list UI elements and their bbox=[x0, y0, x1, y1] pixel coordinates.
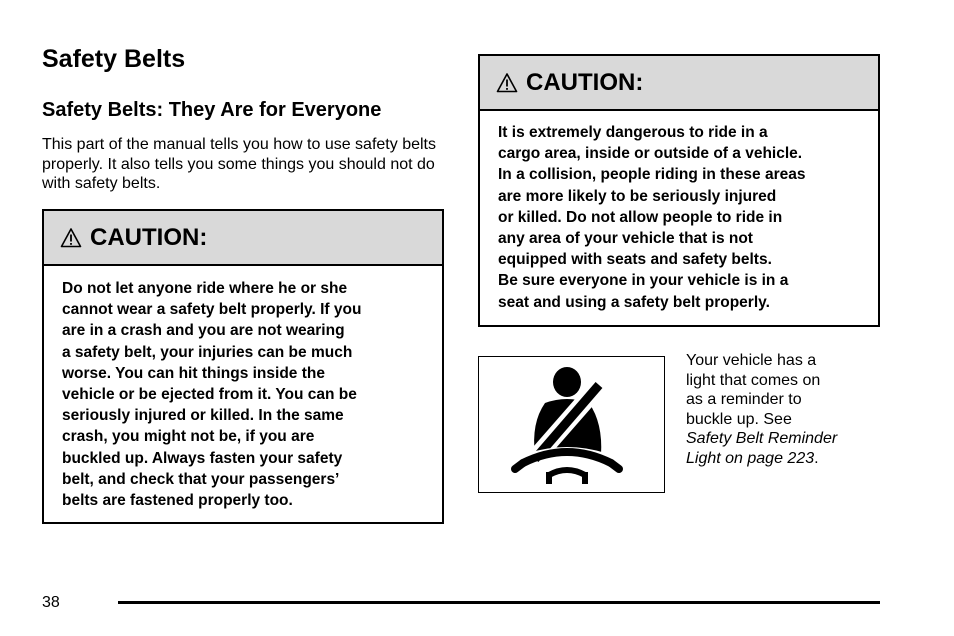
caution-box-right bbox=[478, 54, 880, 327]
cross-reference-link[interactable]: Light on page 223 bbox=[686, 449, 815, 467]
caution-line: belts are fastened properly too. bbox=[62, 492, 293, 510]
reminder-line: as a reminder to bbox=[686, 391, 802, 408]
caution-label: CAUTION: bbox=[526, 68, 644, 96]
caution-line: are more likely to be seriously injured bbox=[498, 187, 777, 205]
caution-line: seriously injured or killed. In the same bbox=[62, 407, 344, 425]
caution-text-left bbox=[44, 266, 442, 511]
caution-header bbox=[480, 56, 878, 111]
reminder-period: . bbox=[814, 449, 819, 467]
section-title: Safety Belts bbox=[42, 45, 186, 73]
caution-line: It is extremely dangerous to ride in a bbox=[498, 124, 768, 141]
caution-line: worse. You can hit things inside the bbox=[62, 364, 325, 382]
caution-line: belt, and check that your passengers’ bbox=[62, 470, 340, 488]
reminder-line: buckle up. See bbox=[686, 410, 792, 428]
seat-belt-reminder-icon bbox=[479, 357, 664, 492]
caution-header bbox=[44, 211, 442, 266]
cross-reference-link[interactable]: Safety Belt Reminder bbox=[686, 430, 838, 447]
caution-label: CAUTION: bbox=[90, 223, 208, 251]
warning-triangle-icon bbox=[60, 227, 82, 249]
reminder-text bbox=[686, 351, 876, 468]
caution-line: In a collision, people riding in these areas bbox=[498, 166, 806, 184]
caution-line: Be sure everyone in your vehicle is in a bbox=[498, 272, 789, 290]
intro-paragraph: This part of the manual tells you how to use safety belts properly. It also tells you some things you should not do with safety belts. bbox=[42, 136, 436, 192]
caution-line: buckled up. Always fasten your safety bbox=[62, 449, 343, 467]
caution-line: any area of your vehicle that is not bbox=[498, 230, 753, 248]
caution-line: crash, you might not be, if you are bbox=[62, 428, 315, 446]
warning-triangle-icon bbox=[496, 72, 518, 94]
footer-rule bbox=[118, 601, 880, 604]
caution-line: vehicle or be ejected from it. You can be bbox=[62, 386, 357, 404]
caution-line: cargo area, inside or outside of a vehicle. bbox=[498, 145, 803, 163]
caution-line: cannot wear a safety belt properly. If you bbox=[62, 301, 362, 319]
reminder-line: Your vehicle has a bbox=[686, 352, 817, 369]
seat-belt-reminder-figure bbox=[478, 356, 665, 493]
caution-line: a safety belt, your injuries can be much bbox=[62, 343, 353, 361]
caution-box-left bbox=[42, 209, 444, 524]
caution-line: Do not let anyone ride where he or she bbox=[62, 280, 348, 297]
subsection-title: Safety Belts: They Are for Everyone bbox=[42, 99, 382, 121]
caution-text-right bbox=[480, 111, 878, 313]
reminder-line: light that comes on bbox=[686, 371, 821, 389]
page-number: 38 bbox=[42, 594, 60, 611]
caution-line: are in a crash and you are not wearing bbox=[62, 322, 345, 340]
caution-line: or killed. Do not allow people to ride in bbox=[498, 208, 783, 226]
caution-line: equipped with seats and safety belts. bbox=[498, 251, 772, 269]
caution-line: seat and using a safety belt properly. bbox=[498, 293, 770, 311]
